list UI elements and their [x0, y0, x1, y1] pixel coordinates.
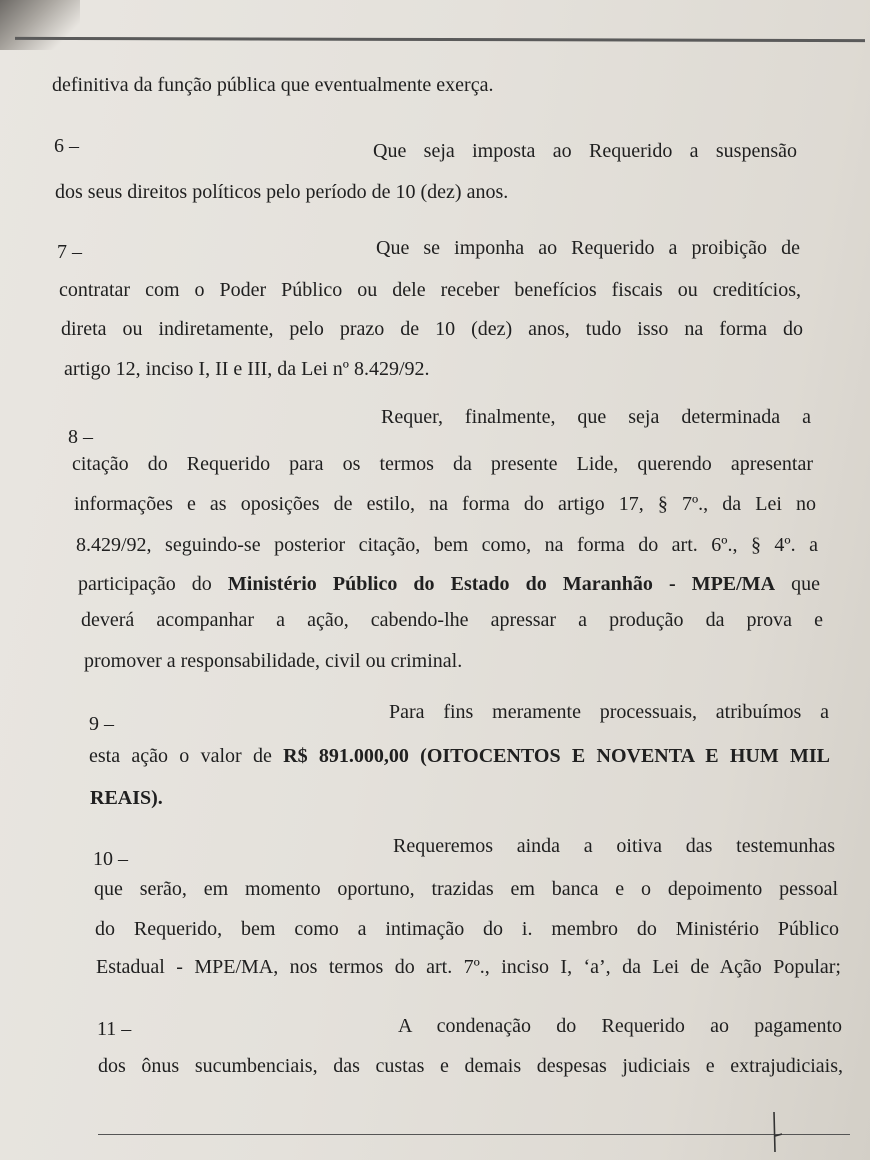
item-line: dos seus direitos políticos pelo período de 10 (dez) anos. [55, 181, 509, 203]
item-line-text: participação do [78, 573, 228, 595]
item-first-line: Que seja imposta ao Requerido a suspensão [373, 140, 797, 162]
ministry-name: Ministério Público do Estado do Maranhão - MPE/MA [227, 573, 776, 595]
claim-value-end: REAIS). [90, 787, 163, 809]
item-line: citação do Requerido para os termos da presente Lide, querendo apresentar [72, 453, 813, 475]
item-line: direta ou indiretamente, pelo prazo de 10 (dez) anos, tudo isso na forma do [61, 318, 803, 340]
item-line: 8.429/92, seguindo-se posterior citação, bem como, na forma do art. 6º., § 4º. a [76, 534, 818, 556]
item-line: dos ônus sucumbenciais, das custas e demais despesas judiciais e extrajudiciais, [98, 1055, 843, 1077]
item-line: promover a responsabilidade, civil ou criminal. [84, 650, 463, 672]
item-line-text: que [775, 573, 820, 595]
item-line: deverá acompanhar a ação, cabendo-lhe apressar a produção da prova e [81, 609, 823, 631]
item-number: 7 – [57, 241, 82, 263]
claim-value: R$ 891.000,00 (OITOCENTOS E NOVENTA E HUM MIL [283, 745, 830, 767]
item-first-line: Requeremos ainda a oitiva das testemunhas [393, 835, 835, 857]
item-line: artigo 12, inciso I, II e III, da Lei nº 8.429/92. [64, 358, 430, 380]
item-number: 10 – [93, 848, 128, 870]
item-number: 6 – [54, 135, 79, 157]
item-line-mixed [78, 572, 820, 596]
item-line: informações e as oposições de estilo, na forma do artigo 17, § 7º., da Lei no [74, 493, 816, 515]
item-line-mixed [89, 744, 830, 768]
intro-line: definitiva da função pública que eventualmente exerça. [52, 74, 494, 96]
signature-line [98, 1134, 850, 1135]
item-line: que serão, em momento oportuno, trazidas em banca e o depoimento pessoal [94, 878, 838, 900]
item-number: 9 – [89, 713, 114, 735]
item-first-line: Requer, finalmente, que seja determinada a [381, 406, 811, 428]
item-line: do Requerido, bem como a intimação do i. membro do Ministério Público [95, 918, 839, 940]
item-number: 11 – [97, 1018, 132, 1040]
item-line-text: esta ação o valor de [89, 745, 284, 767]
item-line [90, 786, 163, 810]
item-line: Estadual - MPE/MA, nos termos do art. 7º., inciso I, ‘a’, da Lei de Ação Popular; [96, 956, 841, 978]
signature-mark [768, 1112, 782, 1152]
item-first-line: A condenação do Requerido ao pagamento [398, 1015, 842, 1037]
item-first-line: Que se imponha ao Requerido a proibição de [376, 237, 800, 259]
item-first-line: Para fins meramente processuais, atribuímos a [389, 701, 829, 723]
item-line: contratar com o Poder Público ou dele receber benefícios fiscais ou creditícios, [59, 279, 801, 301]
item-number: 8 – [68, 426, 93, 448]
